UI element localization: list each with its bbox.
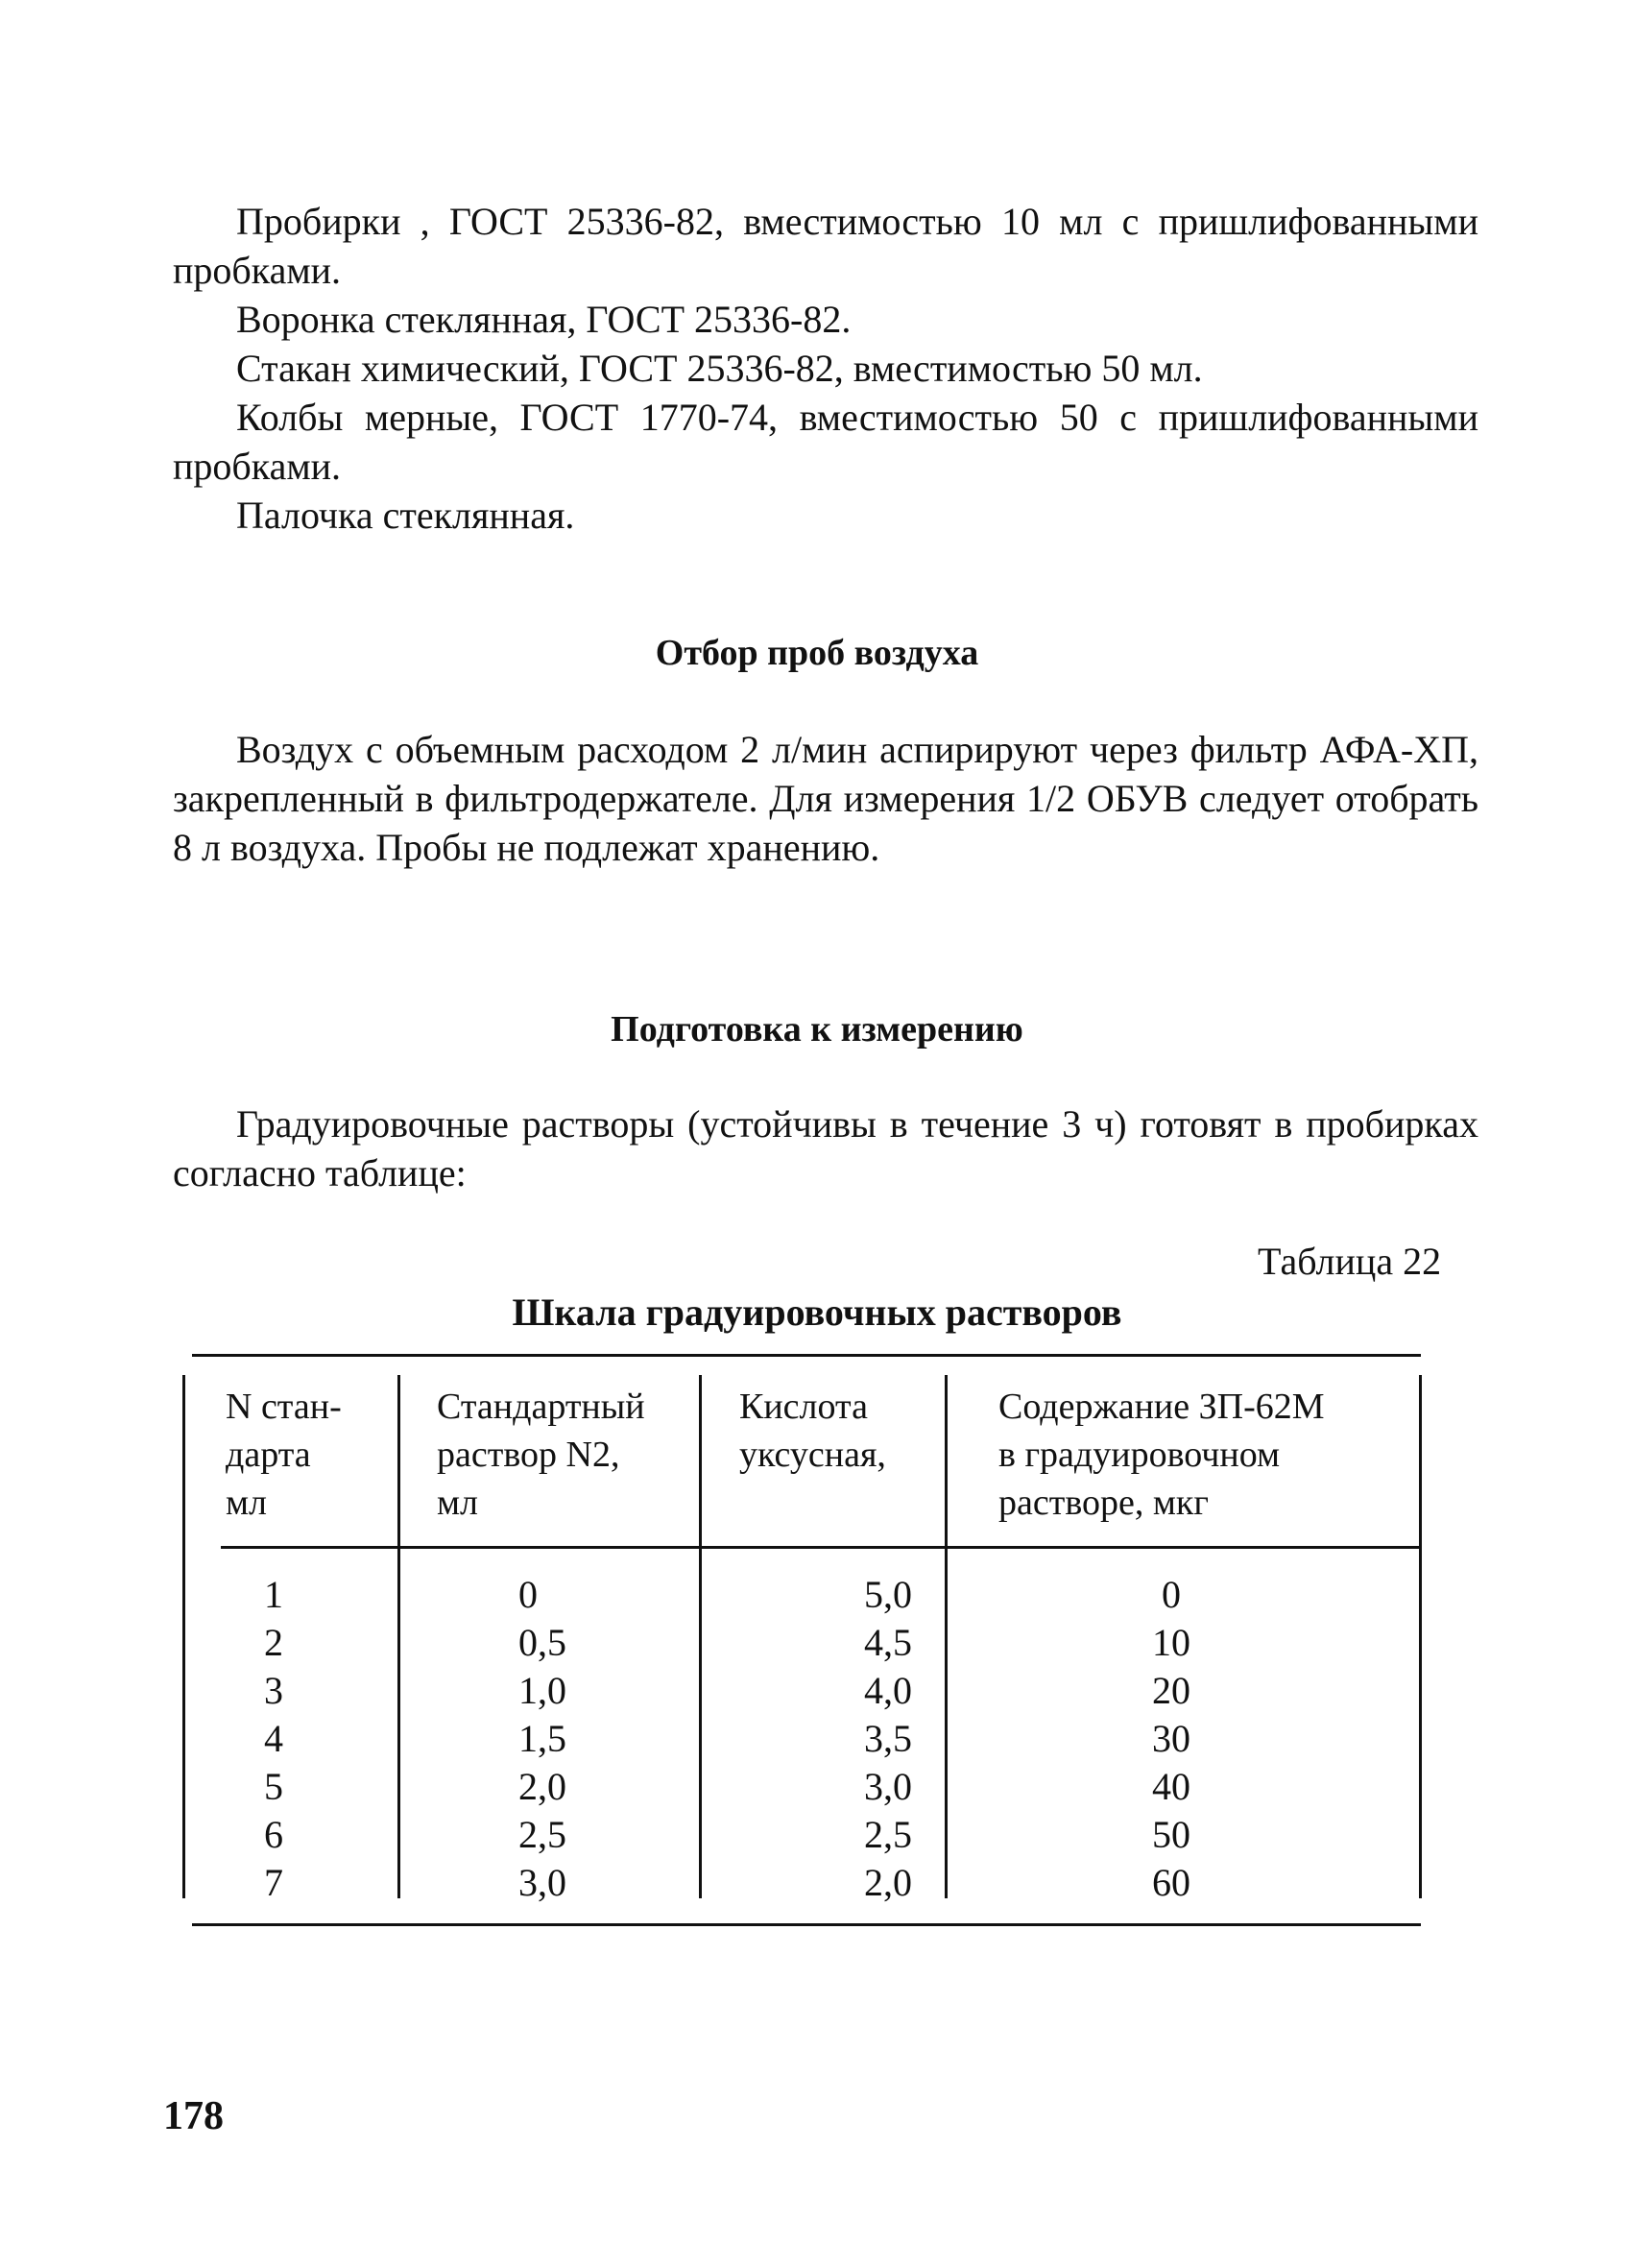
cell-standard-number: 6 [264,1813,283,1856]
cell-standard-solution: 0 [518,1573,538,1616]
table-header-standard-solution: Стандартный раствор N2, мл [437,1387,645,1523]
equipment-item-flasks: Колбы мерные, ГОСТ 1770-74, вместимостью 50 с пришлифованными пробками. [173,396,1478,488]
equipment-item-glass-rod: Палочка стеклянная. [236,494,575,537]
cell-standard-solution: 1,0 [518,1669,566,1712]
table-header-rule [221,1546,1421,1549]
cell-content: 40 [1152,1765,1190,1808]
section-heading-preparation: Подготовка к измерению [611,1009,1023,1050]
cell-acetic-acid: 5,0 [864,1573,912,1616]
table-number-label: Таблица 22 [1258,1240,1442,1283]
cell-standard-solution: 0,5 [518,1621,566,1664]
table-col-divider-1 [397,1375,400,1898]
cell-acetic-acid: 2,0 [864,1861,912,1904]
cell-standard-number: 3 [264,1669,283,1712]
section-heading-sampling: Отбор проб воздуха [655,633,979,673]
table-top-rule [192,1354,1421,1357]
equipment-item-test-tubes: Пробирки , ГОСТ 25336-82, вместимостью 10 мл с пришлифованными пробками. [173,200,1478,292]
equipment-item-beaker: Стакан химический, ГОСТ 25336-82, вместимостью 50 мл. [236,347,1203,390]
cell-content: 60 [1152,1861,1190,1904]
cell-standard-number: 4 [264,1717,283,1760]
cell-acetic-acid: 3,0 [864,1765,912,1808]
table-col-divider-3 [945,1375,948,1898]
page-number: 178 [163,2094,224,2138]
table-header-standard-number: N стан- дарта мл [226,1387,342,1523]
cell-content: 20 [1152,1669,1190,1712]
cell-content: 30 [1152,1717,1190,1760]
cell-standard-number: 5 [264,1765,283,1808]
cell-standard-solution: 1,5 [518,1717,566,1760]
cell-acetic-acid: 4,5 [864,1621,912,1664]
section-text-preparation: Градуировочные растворы (устойчивы в течение 3 ч) готовят в пробирках согласно таблице: [173,1102,1478,1194]
table-header-acetic-acid: Кислота уксусная, [739,1387,886,1475]
cell-standard-number: 2 [264,1621,283,1664]
cell-standard-solution: 2,0 [518,1765,566,1808]
cell-standard-solution: 2,5 [518,1813,566,1856]
table-col-divider-2 [699,1375,702,1898]
cell-acetic-acid: 3,5 [864,1717,912,1760]
cell-standard-solution: 3,0 [518,1861,566,1904]
cell-acetic-acid: 4,0 [864,1669,912,1712]
table-header-content: Содержание ЗП-62М в градуировочном растворе, мкг [998,1387,1325,1523]
cell-content: 10 [1152,1621,1190,1664]
cell-standard-number: 7 [264,1861,283,1904]
table-left-border [182,1375,185,1898]
table-right-border [1419,1375,1422,1898]
equipment-item-funnel: Воронка стеклянная, ГОСТ 25336-82. [236,298,852,341]
cell-content: 50 [1152,1813,1190,1856]
table-title: Шкала градуировочных растворов [512,1291,1122,1334]
cell-content: 0 [1162,1573,1181,1616]
section-text-sampling: Воздух с объемным расходом 2 л/мин аспирируют через фильтр АФА-ХП, закрепленный в фильтродержателе. Для измерения 1/2 ОБУВ следует отобрать 8 л воздуха. Пробы не подлежат хранению. [173,728,1478,869]
cell-standard-number: 1 [264,1573,283,1616]
table-bottom-rule [192,1923,1421,1926]
cell-acetic-acid: 2,5 [864,1813,912,1856]
